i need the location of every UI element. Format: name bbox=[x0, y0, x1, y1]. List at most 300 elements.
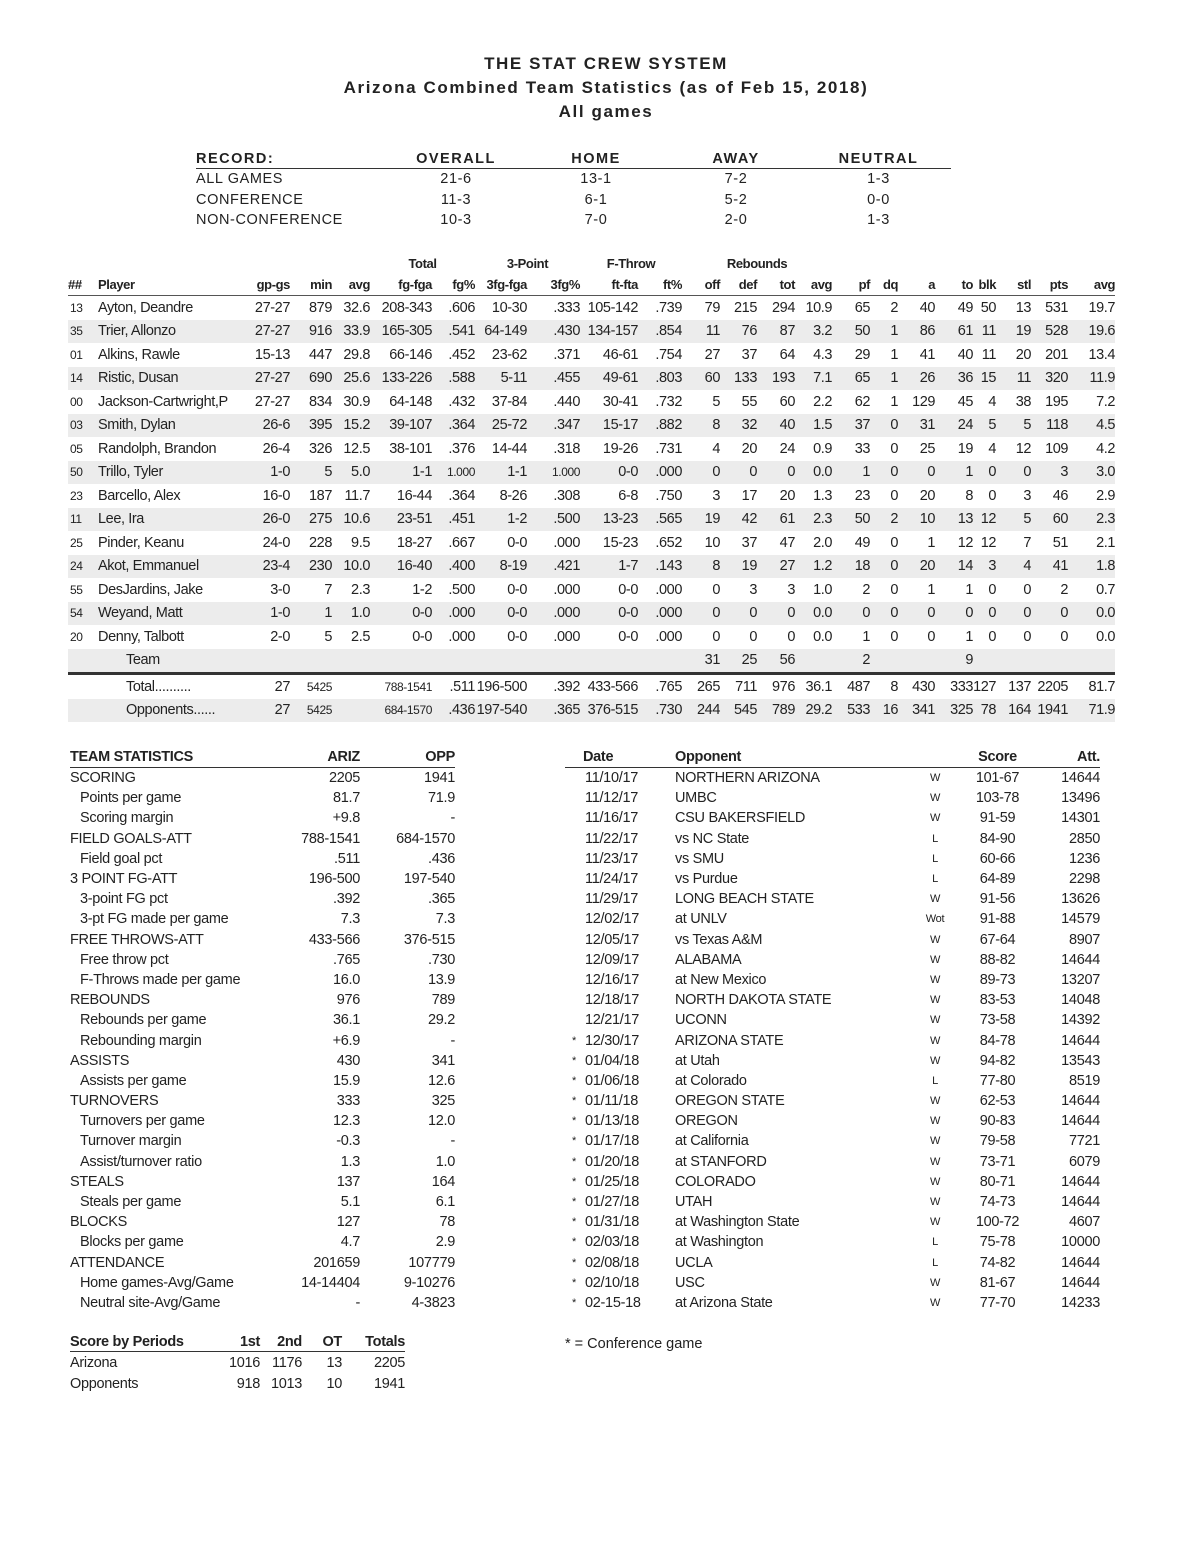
table-cell: 11/22/17 bbox=[585, 830, 638, 847]
record-row bbox=[196, 210, 951, 231]
player-row bbox=[68, 320, 1115, 344]
table-cell bbox=[565, 1010, 583, 1030]
team-stat-row bbox=[70, 1010, 455, 1030]
table-cell: - bbox=[450, 1032, 455, 1049]
table-cell bbox=[565, 788, 583, 808]
table-cell: 164 bbox=[431, 1173, 455, 1190]
table-cell: W bbox=[929, 1196, 941, 1209]
table-cell: 01/27/18 bbox=[585, 1194, 640, 1211]
period-row bbox=[70, 1373, 405, 1394]
table-cell: Turnovers per game bbox=[80, 1113, 205, 1130]
table-cell: 0-0 bbox=[580, 602, 638, 626]
table-cell: Rebounding margin bbox=[80, 1032, 202, 1049]
table-cell: Ayton, Deandre bbox=[98, 299, 193, 316]
table-cell: 55 bbox=[741, 393, 758, 410]
table-cell: 0 bbox=[749, 628, 758, 645]
table-cell: L bbox=[932, 852, 938, 865]
table-cell: 11 bbox=[682, 320, 720, 344]
table-cell: 12/05/17 bbox=[585, 931, 640, 948]
table-cell: 7.3 bbox=[435, 911, 455, 928]
table-cell: 16-40 bbox=[370, 555, 432, 579]
table-cell: 12 bbox=[1015, 440, 1032, 457]
table-cell: 14644 bbox=[1061, 1274, 1100, 1291]
table-cell: .365 bbox=[427, 891, 455, 908]
table-cell: 0 bbox=[712, 581, 721, 598]
table-cell: 12/18/17 bbox=[585, 992, 640, 1009]
table-cell: 13-1 bbox=[580, 171, 612, 188]
table-cell: 133-226 bbox=[370, 367, 432, 391]
team-stat-row bbox=[70, 869, 455, 889]
game-row bbox=[565, 768, 1100, 789]
table-cell: Points per game bbox=[80, 790, 182, 807]
table-cell: 0 bbox=[757, 461, 795, 485]
table-cell: 56 bbox=[757, 649, 795, 674]
column-header: ft% bbox=[638, 273, 682, 296]
table-cell: 32.6 bbox=[343, 299, 370, 316]
table-cell: 31 bbox=[682, 649, 720, 674]
schedule-table bbox=[565, 747, 1100, 1313]
table-cell: .308 bbox=[553, 487, 581, 504]
table-cell: .606 bbox=[448, 299, 475, 316]
table-cell: .364 bbox=[448, 487, 475, 504]
table-cell: 326 bbox=[309, 440, 332, 457]
table-cell: .000 bbox=[448, 628, 475, 645]
table-cell: 37 bbox=[741, 534, 758, 551]
table-cell: W bbox=[929, 1054, 941, 1067]
table-cell: 8-19 bbox=[475, 555, 527, 579]
table-cell: 0.0 bbox=[795, 602, 832, 626]
table-cell: 42 bbox=[720, 508, 757, 532]
table-cell: 30.9 bbox=[343, 393, 370, 410]
table-cell: 129 bbox=[912, 393, 936, 410]
table-cell: 275 bbox=[290, 508, 332, 532]
table-cell: .000 bbox=[638, 461, 682, 485]
table-cell: 62 bbox=[854, 393, 871, 410]
game-row bbox=[565, 1091, 1100, 1111]
table-cell: 16-0 bbox=[262, 487, 290, 504]
team-stat-row bbox=[70, 829, 455, 849]
table-cell bbox=[565, 930, 583, 950]
table-cell: Smith, Dylan bbox=[98, 414, 248, 438]
table-cell: 0.0 bbox=[1068, 602, 1115, 626]
table-cell: 01/11/18 bbox=[585, 1093, 638, 1110]
table-cell: at Washington State bbox=[675, 1214, 800, 1231]
table-cell: 01/17/18 bbox=[585, 1133, 640, 1150]
table-cell: 21-6 bbox=[440, 171, 472, 188]
table-cell: 1 bbox=[862, 628, 871, 645]
table-cell: 1 bbox=[890, 346, 899, 363]
table-cell: 37-84 bbox=[491, 393, 527, 410]
table-cell: 4-3823 bbox=[411, 1294, 455, 1311]
game-row bbox=[565, 788, 1100, 808]
table-cell: 4 bbox=[988, 440, 997, 457]
table-cell: 2205 bbox=[328, 770, 360, 787]
team-stat-row bbox=[70, 1131, 455, 1151]
table-cell: 487 bbox=[832, 674, 870, 699]
table-cell: * bbox=[572, 1256, 576, 1269]
table-cell: 38-101 bbox=[389, 440, 432, 457]
period-row bbox=[70, 1352, 405, 1374]
table-cell: at California bbox=[675, 1133, 749, 1150]
table-cell: 196-500 bbox=[308, 871, 360, 888]
table-cell: 2205 bbox=[373, 1354, 405, 1371]
table-cell: at UNLV bbox=[675, 911, 727, 928]
table-cell: .588 bbox=[432, 367, 475, 391]
table-cell: 11.9 bbox=[1068, 367, 1115, 391]
column-header: Att. bbox=[1030, 747, 1100, 768]
game-row bbox=[565, 1051, 1100, 1071]
column-header: 3fg% bbox=[527, 273, 580, 296]
table-cell: * bbox=[572, 1216, 576, 1229]
table-cell: 47 bbox=[779, 534, 796, 551]
table-cell: 67-64 bbox=[979, 931, 1016, 948]
table-cell: 8907 bbox=[1068, 931, 1100, 948]
table-cell: 19.6 bbox=[1068, 320, 1115, 344]
table-cell: 2 bbox=[862, 581, 871, 598]
table-cell: 27-27 bbox=[254, 299, 290, 316]
table-cell: 33 bbox=[854, 440, 871, 457]
game-row bbox=[565, 808, 1100, 828]
table-cell: 531 bbox=[1045, 299, 1069, 316]
table-cell: at New Mexico bbox=[675, 971, 767, 988]
table-cell: 12/02/17 bbox=[585, 911, 640, 928]
report-title: Arizona Combined Team Statistics (as of Feb 15, 2018) bbox=[343, 78, 869, 97]
table-cell: 10 bbox=[898, 508, 935, 532]
table-cell: .765 bbox=[638, 674, 682, 699]
table-cell: - bbox=[450, 810, 455, 827]
table-cell: 1.000 bbox=[527, 461, 580, 485]
column-group-header: Total bbox=[408, 255, 437, 271]
table-cell: .400 bbox=[432, 555, 475, 579]
table-cell: 294 bbox=[772, 299, 796, 316]
table-cell: 91-56 bbox=[979, 891, 1016, 908]
table-cell: 27 bbox=[757, 555, 795, 579]
table-cell: 74-73 bbox=[979, 1194, 1016, 1211]
table-cell: 64-89 bbox=[979, 871, 1016, 888]
player-row bbox=[68, 649, 1115, 674]
table-cell: at Arizona State bbox=[675, 1294, 773, 1311]
header-row bbox=[565, 747, 1100, 768]
table-cell bbox=[332, 649, 370, 674]
table-cell: 101-67 bbox=[975, 770, 1020, 787]
table-cell: .500 bbox=[448, 581, 475, 598]
table-cell: Opponents bbox=[70, 1375, 139, 1392]
table-cell: Steals per game bbox=[80, 1194, 182, 1211]
table-cell: .347 bbox=[527, 414, 580, 438]
table-cell: 18 bbox=[832, 555, 870, 579]
table-cell: 10 bbox=[326, 1375, 342, 1392]
table-cell: 0-0 bbox=[412, 628, 432, 645]
table-cell: 1.8 bbox=[1068, 555, 1115, 579]
table-cell: .000 bbox=[432, 602, 475, 626]
table-cell: 127 bbox=[336, 1214, 360, 1231]
table-cell bbox=[1031, 649, 1068, 674]
table-cell: 0.0 bbox=[813, 628, 833, 645]
table-cell: 8 bbox=[870, 674, 898, 699]
table-cell: 29 bbox=[854, 346, 871, 363]
table-cell: W bbox=[929, 1296, 941, 1309]
table-cell: 23-4 bbox=[248, 555, 290, 579]
column-header: ARIZ bbox=[285, 747, 360, 768]
table-cell: W bbox=[929, 953, 941, 966]
table-cell: W bbox=[929, 1155, 941, 1168]
table-cell: 9.5 bbox=[351, 534, 370, 551]
table-cell: 15 bbox=[973, 367, 996, 391]
table-cell: 341 bbox=[431, 1052, 455, 1069]
column-header: 3fg-fga bbox=[475, 273, 527, 296]
table-cell bbox=[432, 649, 475, 674]
column-header: 1st bbox=[220, 1332, 260, 1352]
table-cell: 2298 bbox=[1068, 871, 1100, 888]
table-cell: 2.1 bbox=[1096, 534, 1116, 551]
table-cell bbox=[870, 649, 898, 674]
table-cell: 2.2 bbox=[813, 393, 833, 410]
table-cell bbox=[68, 699, 98, 723]
score-by-periods-table bbox=[70, 1332, 405, 1394]
table-cell bbox=[475, 649, 527, 674]
table-cell: 5 bbox=[996, 508, 1031, 532]
table-cell: 94-82 bbox=[979, 1052, 1016, 1069]
game-row bbox=[565, 909, 1100, 929]
table-cell: 0 bbox=[890, 487, 899, 504]
table-cell: 341 bbox=[898, 699, 935, 723]
table-cell: .882 bbox=[638, 414, 682, 438]
table-cell: 8-26 bbox=[499, 487, 527, 504]
table-cell: 65 bbox=[854, 299, 871, 316]
table-cell: 0 bbox=[996, 602, 1031, 626]
team-stat-row bbox=[70, 950, 455, 970]
table-cell: 01/25/18 bbox=[585, 1173, 640, 1190]
table-cell: 3 POINT FG-ATT bbox=[70, 871, 178, 888]
table-cell: 197-540 bbox=[403, 871, 455, 888]
table-cell: 60 bbox=[1031, 508, 1068, 532]
table-cell: 14644 bbox=[1061, 1173, 1100, 1190]
table-cell: L bbox=[932, 873, 938, 886]
table-cell: 1176 bbox=[272, 1354, 302, 1371]
table-cell: L bbox=[932, 1256, 938, 1269]
table-cell: NON-CONFERENCE bbox=[196, 212, 343, 229]
table-cell: W bbox=[929, 1135, 941, 1148]
team-stat-row bbox=[70, 1051, 455, 1071]
table-cell: NORTH DAKOTA STATE bbox=[675, 992, 832, 1009]
table-cell: 430 bbox=[898, 674, 935, 699]
table-cell bbox=[565, 889, 583, 909]
team-stat-row bbox=[70, 1293, 455, 1313]
table-cell: 24 bbox=[935, 414, 973, 438]
table-cell: .511 bbox=[334, 850, 360, 867]
player-row bbox=[68, 367, 1115, 391]
column-group-row bbox=[68, 253, 1115, 273]
table-cell: 20 bbox=[779, 487, 796, 504]
table-cell: 01/04/18 bbox=[585, 1052, 640, 1069]
table-cell bbox=[565, 869, 583, 889]
table-cell: .511 bbox=[432, 674, 475, 699]
table-cell: 1236 bbox=[1068, 850, 1100, 867]
table-cell: 2 bbox=[1060, 581, 1069, 598]
table-cell: at Colorado bbox=[675, 1072, 747, 1089]
table-cell: 7 bbox=[324, 581, 332, 598]
table-cell: .371 bbox=[553, 346, 581, 363]
table-cell: 18-27 bbox=[396, 534, 432, 551]
table-cell: 1 bbox=[965, 628, 974, 645]
table-cell: 7-0 bbox=[584, 212, 608, 229]
table-cell: 789 bbox=[431, 992, 455, 1009]
table-cell: W bbox=[929, 1175, 941, 1188]
table-cell: 3 bbox=[787, 581, 796, 598]
table-cell: 02-15-18 bbox=[585, 1294, 641, 1311]
table-cell: 1.2 bbox=[795, 555, 832, 579]
column-header bbox=[905, 747, 965, 768]
table-cell: 10 bbox=[704, 534, 721, 551]
table-cell: 8519 bbox=[1068, 1072, 1100, 1089]
table-cell: 433-566 bbox=[308, 931, 360, 948]
table-cell: 10.9 bbox=[805, 299, 833, 316]
table-cell: 1.0 bbox=[435, 1153, 455, 1170]
table-cell: 14-14404 bbox=[301, 1274, 360, 1291]
table-cell: 03 bbox=[68, 414, 98, 438]
table-cell bbox=[565, 829, 583, 849]
table-cell: 7721 bbox=[1068, 1133, 1100, 1150]
table-cell: 7.3 bbox=[340, 911, 360, 928]
table-cell: 50 bbox=[68, 461, 98, 485]
table-cell: 50 bbox=[980, 299, 997, 316]
table-cell: * bbox=[572, 1175, 576, 1188]
table-cell: 62-53 bbox=[979, 1093, 1016, 1110]
table-cell: 3-pt FG made per game bbox=[80, 911, 229, 928]
table-cell: UCLA bbox=[675, 1254, 713, 1271]
table-cell: 3 bbox=[973, 555, 996, 579]
table-cell: .739 bbox=[655, 299, 683, 316]
table-cell: 0-0 bbox=[507, 581, 527, 598]
table-cell: 66-146 bbox=[389, 346, 432, 363]
column-header: off bbox=[682, 273, 720, 296]
table-cell: 14392 bbox=[1061, 1012, 1100, 1029]
team-stat-row bbox=[70, 1091, 455, 1111]
player-row bbox=[68, 414, 1115, 438]
table-cell: .376 bbox=[448, 440, 475, 457]
table-cell: 10.6 bbox=[332, 508, 370, 532]
table-cell bbox=[527, 649, 580, 674]
column-header: gp-gs bbox=[248, 273, 290, 296]
table-cell: 333 bbox=[935, 674, 973, 699]
table-cell: 3.2 bbox=[795, 320, 832, 344]
table-cell: 0.9 bbox=[813, 440, 833, 457]
table-cell: W bbox=[929, 1276, 941, 1289]
table-cell: 78 bbox=[439, 1214, 455, 1231]
table-cell: Lee, Ira bbox=[98, 508, 248, 532]
table-cell: 60 bbox=[779, 393, 796, 410]
table-cell: LONG BEACH STATE bbox=[675, 891, 814, 908]
table-cell: * bbox=[572, 1236, 576, 1249]
table-cell: 19 bbox=[720, 555, 757, 579]
table-cell: 79 bbox=[704, 299, 721, 316]
table-cell: .392 bbox=[527, 674, 580, 699]
table-cell: DesJardins, Jake bbox=[98, 581, 203, 598]
table-cell bbox=[290, 649, 332, 674]
table-cell: Team bbox=[98, 649, 248, 674]
team-stat-row bbox=[70, 1273, 455, 1293]
table-cell: 196-500 bbox=[475, 674, 527, 699]
column-header: avg bbox=[1068, 273, 1115, 296]
table-cell: 20 bbox=[898, 555, 935, 579]
table-cell: 2.3 bbox=[795, 508, 832, 532]
table-cell: UCONN bbox=[675, 1012, 727, 1029]
game-row bbox=[565, 1172, 1100, 1192]
column-header: stl bbox=[996, 273, 1031, 296]
table-cell: 60-66 bbox=[979, 850, 1016, 867]
table-cell: 193 bbox=[757, 367, 795, 391]
table-cell: Free throw pct bbox=[80, 951, 169, 968]
table-cell: 49 bbox=[854, 534, 871, 551]
table-cell: 61 bbox=[757, 508, 795, 532]
table-cell bbox=[973, 649, 996, 674]
column-header: Score by Periods bbox=[70, 1332, 220, 1352]
table-cell: 27 bbox=[704, 346, 721, 363]
table-cell: 684-1570 bbox=[370, 699, 432, 723]
table-cell: W bbox=[929, 1014, 941, 1027]
table-cell: 0 bbox=[682, 602, 720, 626]
table-cell: 789 bbox=[757, 699, 795, 723]
table-cell: 2 bbox=[890, 299, 899, 316]
table-cell: .333 bbox=[553, 299, 581, 316]
table-cell: W bbox=[929, 893, 941, 906]
table-cell: 107779 bbox=[408, 1254, 455, 1271]
table-cell: 376-515 bbox=[403, 931, 455, 948]
table-cell: Scoring margin bbox=[80, 810, 174, 827]
table-cell: ASSISTS bbox=[70, 1052, 130, 1069]
table-cell: 29.2 bbox=[795, 699, 832, 723]
column-header: OPP bbox=[360, 747, 455, 768]
team-stat-row bbox=[70, 990, 455, 1010]
table-cell bbox=[795, 649, 832, 674]
table-cell: 39-107 bbox=[370, 414, 432, 438]
table-cell: 2.3 bbox=[351, 581, 370, 598]
table-cell: W bbox=[929, 772, 941, 785]
table-cell: 684-1570 bbox=[396, 830, 455, 847]
column-group-header: 3-Point bbox=[506, 255, 549, 271]
header-row bbox=[70, 1332, 405, 1352]
table-cell: .667 bbox=[448, 534, 475, 551]
team-stat-row bbox=[70, 788, 455, 808]
table-cell: .392 bbox=[332, 891, 360, 908]
team-stat-row bbox=[70, 849, 455, 869]
table-cell: 1-2 bbox=[412, 581, 432, 598]
table-cell: 13-23 bbox=[580, 508, 638, 532]
column-header: def bbox=[720, 273, 757, 296]
table-cell: 137 bbox=[336, 1173, 360, 1190]
table-cell: 0 bbox=[1060, 628, 1069, 645]
table-cell: vs SMU bbox=[675, 850, 724, 867]
table-cell: 35 bbox=[68, 320, 98, 344]
table-cell: 320 bbox=[1031, 367, 1068, 391]
game-row bbox=[565, 930, 1100, 950]
table-cell: 16 bbox=[870, 699, 898, 723]
table-cell: 11-3 bbox=[440, 191, 472, 208]
table-cell: 2-0 bbox=[270, 628, 290, 645]
table-cell: 12.5 bbox=[343, 440, 370, 457]
table-cell: W bbox=[929, 933, 941, 946]
table-cell: 36 bbox=[935, 367, 973, 391]
table-cell: 333 bbox=[336, 1093, 360, 1110]
column-header: Date bbox=[583, 747, 675, 768]
table-cell: 37 bbox=[832, 414, 870, 438]
column-header: to bbox=[935, 273, 973, 296]
table-cell bbox=[565, 990, 583, 1010]
table-cell: .000 bbox=[553, 628, 581, 645]
table-cell: .000 bbox=[655, 628, 683, 645]
game-row bbox=[565, 849, 1100, 869]
table-cell: 11/29/17 bbox=[585, 891, 638, 908]
